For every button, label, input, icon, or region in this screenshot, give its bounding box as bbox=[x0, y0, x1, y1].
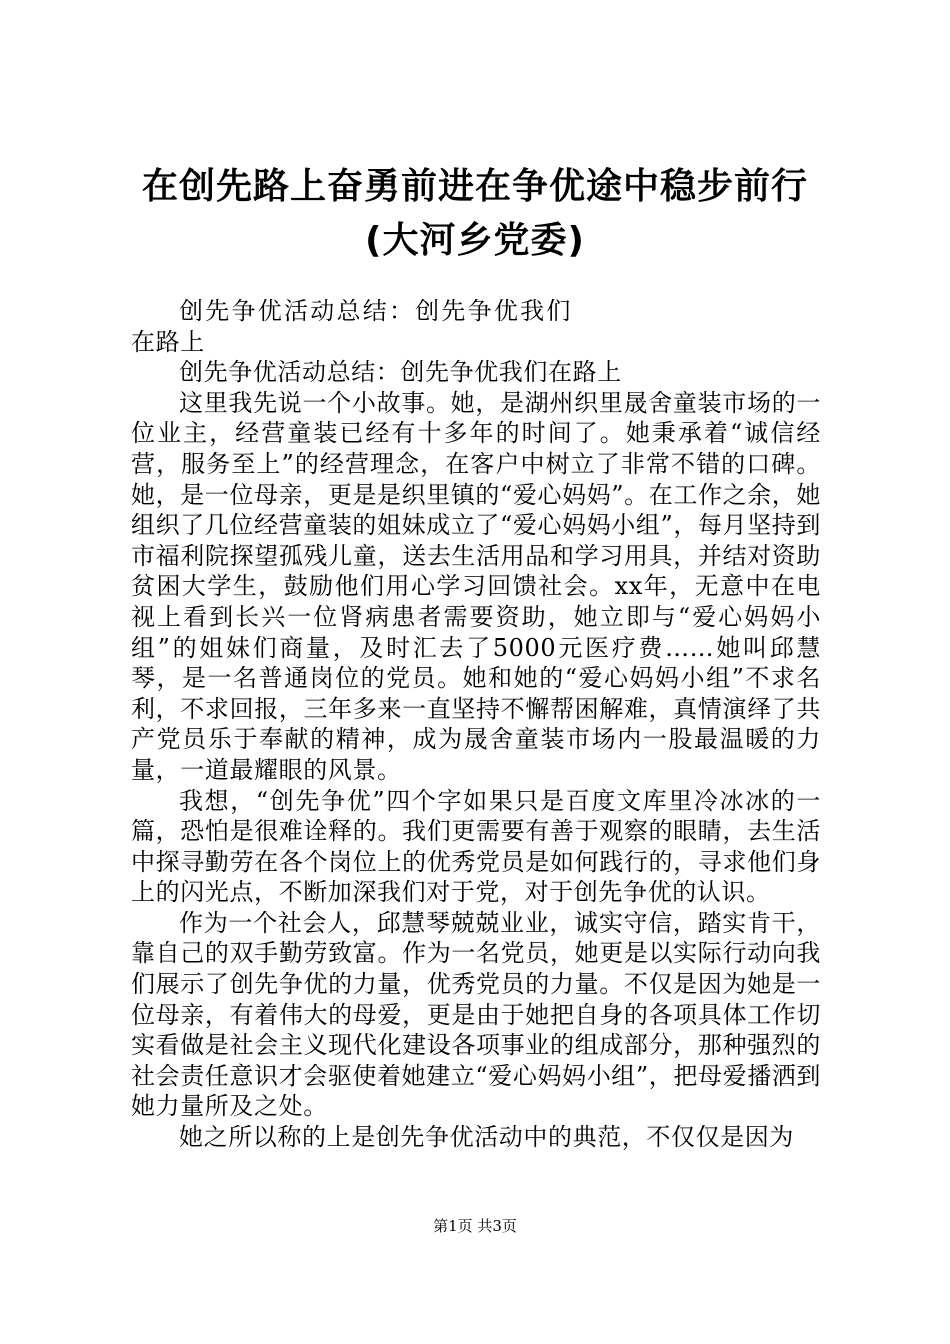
body-paragraph: 她之所以称的上是创先争优活动中的典范，不仅仅是因为 bbox=[179, 1123, 794, 1152]
document-title: 在创先路上奋勇前进在争优途中稳步前行(大河乡党委) bbox=[141, 166, 808, 261]
subtitle-paragraph: 创先争优活动总结：创先争优我们在路上 bbox=[131, 297, 571, 356]
body-paragraph: 这里我先说一个小故事。她，是湖州织里晟舍童装市场的一位业主，经营童装已经有十多年的时间了。她秉承着“诚信经营，服务至上”的经营理念，在客户中树立了非常不错的口碑。她，是一位母亲，更是是织里镇的“爱心妈妈”。在工作之余，她组织了几位经营童装的姐妹成立了“爱心妈妈小组”，每月坚持到市福利院探望孤残儿童，送去生活用品和学习用具，并结对资助贫困大学生，鼓励他们用心学习回馈社会。xx年，无意中在电视上看到长兴一位肾病患者需要资助，她立即与“爱心妈妈小组”的姐妹们商量，及时汇去了5000元医疗费……她叫邱慧琴，是一名普通岗位的党员。她和她的“爱心妈妈小组”不求名利，不求回报，三年多来一直坚持不懈帮困解难，真情演绎了共产党员乐于奉献的精神，成为晟舍童装市场内一股最温暖的力量，一道最耀眼的风景。 bbox=[131, 388, 821, 784]
body-paragraph: 作为一个社会人，邱慧琴兢兢业业，诚实守信，踏实肯干，靠自己的双手勤劳致富。作为一名党员，她更是以实际行动向我们展示了创先争优的力量，优秀党员的力量。不仅是因为她是一位母亲，有着伟大的母爱，更是由于她把自身的各项具体工作切实看做是社会主义现代化建设各项事业的组成部分，那种强烈的社会责任意识才会驱使着她建立“爱心妈妈小组”，把母爱播洒到她力量所及之处。 bbox=[131, 908, 821, 1121]
document-body bbox=[131, 296, 821, 1153]
subtitle-paragraph-repeat: 创先争优活动总结：创先争优我们在路上 bbox=[179, 358, 622, 387]
page-footer: 第1页 共3页 bbox=[433, 1217, 517, 1235]
body-paragraph: 我想，“创先争优”四个字如果只是百度文库里冷冰冰的一篇，恐怕是很难诠释的。我们更需要有善于观察的眼睛，去生活中探寻勤劳在各个岗位上的优秀党员是如何践行的，寻求他们身上的闪光点，不断加深我们对于党，对于创先争优的认识。 bbox=[131, 786, 821, 907]
